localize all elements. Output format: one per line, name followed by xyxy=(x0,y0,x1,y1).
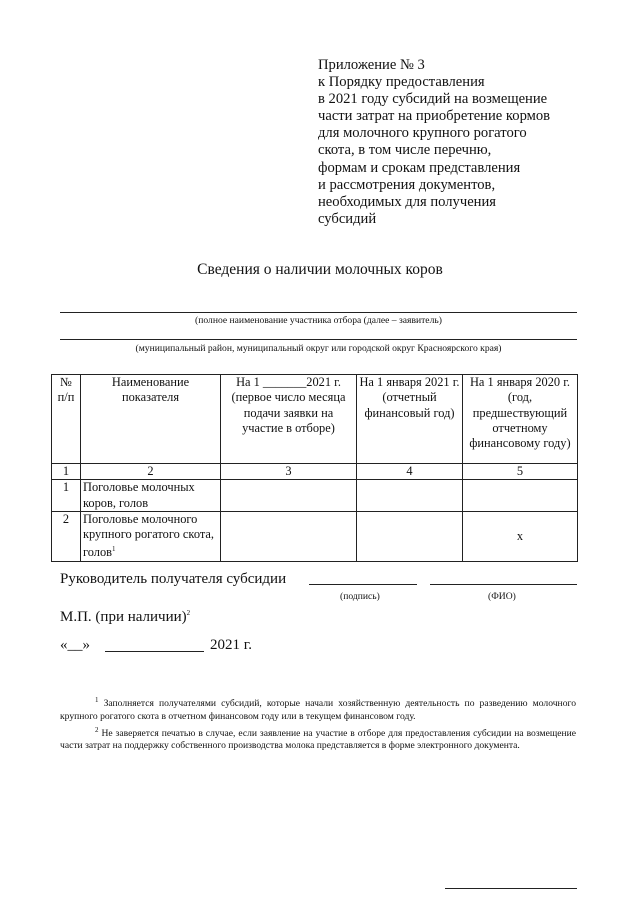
column-number: 4 xyxy=(357,464,463,480)
footnotes xyxy=(60,694,576,753)
row-value-2021 xyxy=(357,480,463,512)
document-title: Сведения о наличии молочных коров xyxy=(197,261,443,278)
date-year: 2021 г. xyxy=(210,637,252,653)
page-bottom-rule xyxy=(445,888,577,889)
header-indicator: Наименование показателя xyxy=(81,375,221,464)
head-label: Руководитель получателя субсидии xyxy=(60,571,287,587)
column-number: 1 xyxy=(52,464,81,480)
row-value-current xyxy=(221,511,357,561)
appendix-line: и рассмотрения документов, xyxy=(318,176,496,193)
row-value-current xyxy=(221,480,357,512)
table-row xyxy=(52,511,578,561)
header-current-month: На 1 _______2021 г. (первое число месяца подачи заявки на участие в отборе) xyxy=(221,375,357,464)
row-number: 1 xyxy=(52,480,81,512)
footnote-mark: 2 xyxy=(186,609,191,617)
appendix-line: для молочного крупного рогатого xyxy=(318,125,527,142)
row-indicator xyxy=(81,511,221,561)
header-number: № п/п xyxy=(52,375,81,464)
applicant-fill-line xyxy=(60,312,577,313)
appendix-header xyxy=(318,57,618,228)
column-number: 2 xyxy=(81,464,221,480)
district-fill-line xyxy=(60,339,577,340)
appendix-line: формам и срокам представления xyxy=(318,159,521,176)
row-number: 2 xyxy=(52,511,81,561)
footnote-text: Заполняется получателями субсидий, которые начали хозяйственную деятельность по разведению молочного крупного рогатого скота в отчетном финансовом году или в текущем финансовом году. xyxy=(60,698,576,722)
header-2020: На 1 января 2020 г. (год, предшествующий отчетному финансовому году) xyxy=(463,375,578,464)
table-row xyxy=(52,480,578,512)
footnote xyxy=(60,724,576,754)
appendix-line: Приложение № 3 xyxy=(318,57,425,73)
footnote-mark: 1 xyxy=(112,545,116,554)
appendix-line: необходимых для получения xyxy=(318,193,497,210)
fio-caption: (ФИО) xyxy=(488,591,516,602)
fio-line xyxy=(430,584,577,585)
row-value-2020: х xyxy=(463,511,578,561)
date-open: «__» xyxy=(60,637,90,653)
livestock-table xyxy=(51,374,578,562)
footnote-mark: 1 xyxy=(95,696,99,704)
footnote xyxy=(60,694,576,724)
stamp-label xyxy=(60,609,190,626)
district-caption: (муниципальный район, муниципальный округ или городской округ Красноярского края) xyxy=(135,343,502,354)
table-header-row xyxy=(52,375,578,464)
stamp-text: М.П. (при наличии) xyxy=(60,609,187,625)
row-indicator: Поголовье молочных коров, голов xyxy=(81,480,221,512)
signature-caption: (подпись) xyxy=(340,591,380,602)
column-number: 3 xyxy=(221,464,357,480)
footnote-text: Не заверяется печатью в случае, если заявление на участие в отборе для предоставления субсидии на возмещение части затрат на поддержку собственного производства молока представляется в форме электронного документа. xyxy=(60,727,576,752)
appendix-line: к Порядку предоставления xyxy=(318,74,485,91)
table-number-row xyxy=(52,464,578,480)
date-line xyxy=(105,651,204,652)
signature-line xyxy=(309,584,417,585)
row-value-2021 xyxy=(357,511,463,561)
appendix-line: скота, в том числе перечню, xyxy=(318,142,492,159)
row-indicator-text: Поголовье молочного крупного рогатого скота, голов xyxy=(83,511,215,560)
header-2021: На 1 января 2021 г. (отчетный финансовый год) xyxy=(357,375,463,464)
appendix-line: субсидий xyxy=(318,210,377,227)
appendix-line: в 2021 году субсидий на возмещение xyxy=(318,91,548,108)
appendix-line: части затрат на приобретение кормов xyxy=(318,108,551,125)
column-number: 5 xyxy=(463,464,578,480)
applicant-caption: (полное наименование участника отбора (далее – заявитель) xyxy=(195,315,442,326)
footnote-mark: 2 xyxy=(95,725,99,734)
row-value-2020 xyxy=(463,480,578,512)
